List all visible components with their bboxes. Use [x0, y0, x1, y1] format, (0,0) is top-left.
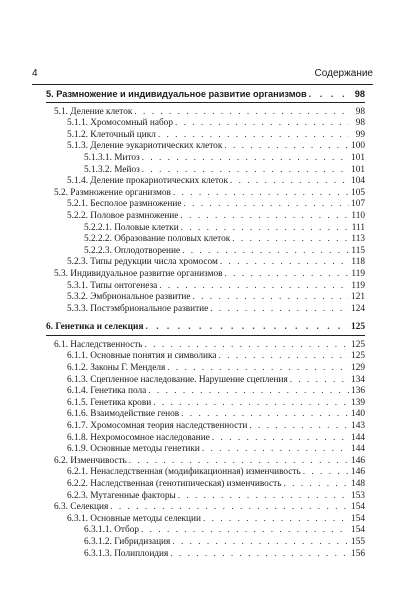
toc-entry[interactable]: [46, 467, 365, 479]
running-header: [32, 66, 373, 85]
toc-page: 125: [351, 351, 365, 362]
toc-label: 6.1. Наследственность: [54, 339, 143, 350]
dot-leader: [218, 257, 349, 269]
toc-section-5[interactable]: [46, 89, 365, 101]
toc-page: 134: [351, 374, 365, 385]
toc-label: 5.2.1. Бесполое размножение: [67, 199, 182, 210]
dot-leader: [143, 340, 349, 352]
toc-entry[interactable]: [46, 130, 365, 142]
toc-entry[interactable]: [46, 234, 365, 246]
dot-leader: [223, 269, 349, 281]
toc-page: 153: [351, 490, 365, 501]
dot-leader: [156, 130, 349, 142]
toc-entry[interactable]: [46, 514, 365, 526]
toc-entry[interactable]: [46, 421, 365, 433]
dot-leader: [146, 386, 349, 398]
toc-entry[interactable]: [46, 433, 365, 445]
dot-leader: [228, 176, 349, 188]
section-gap: [46, 315, 365, 322]
toc-page: 154: [351, 502, 365, 513]
toc-label: 5.1.3. Деление эукариотических клеток: [67, 141, 223, 152]
dot-leader: [144, 322, 349, 334]
toc-label: 5.2.2.3. Оплодотворение: [84, 245, 181, 256]
toc-page: 101: [351, 152, 365, 163]
toc-label: 6.3.1.3. Полиплоидия: [84, 548, 169, 559]
toc-entry[interactable]: [46, 340, 365, 352]
dot-leader: [247, 421, 349, 433]
toc-page: 146: [351, 455, 365, 466]
running-title: Содержание: [314, 68, 373, 79]
toc-page: 148: [351, 479, 365, 489]
toc-label: 6.1.6. Взаимодействие генов: [67, 409, 180, 420]
toc-label: 6.1.3. Сцепленное наследование. Нарушение сцепления: [67, 374, 288, 385]
dot-leader: [281, 479, 349, 491]
toc-entry[interactable]: [46, 479, 365, 491]
toc-label: 6.3.1.1. Отбор: [84, 525, 140, 536]
toc-entry[interactable]: [46, 292, 365, 304]
dot-leader: [157, 281, 349, 293]
toc-page: 121: [351, 292, 365, 303]
toc-entry[interactable]: [46, 176, 365, 188]
toc-entry[interactable]: [46, 375, 365, 387]
toc-entry[interactable]: [46, 363, 365, 375]
dot-leader: [178, 211, 349, 223]
toc-label: 5.2. Размножение организмов: [54, 187, 171, 198]
toc-label: 5.2.3. Типы редукции числа хромосом: [67, 257, 218, 268]
toc-entry[interactable]: [46, 351, 365, 363]
dot-leader: [139, 525, 349, 537]
toc-page: 98: [355, 106, 365, 117]
dot-leader: [140, 165, 349, 177]
dot-leader: [171, 188, 349, 200]
toc-label: 6.2.2. Наследственная (генотипическая) изменчивость: [67, 479, 282, 489]
dot-leader: [165, 363, 349, 375]
toc-page: 136: [351, 386, 365, 397]
toc-label: 6. Генетика и селекция: [46, 322, 144, 333]
toc-page: 100: [351, 141, 365, 152]
toc-label: 5.1. Деление клеток: [54, 106, 133, 117]
toc-page: 99: [355, 129, 365, 140]
toc-page: 156: [351, 548, 365, 559]
toc-label: 5.2.2.1. Половые клетки: [84, 222, 179, 233]
toc-page: 98: [354, 89, 365, 99]
toc-page: 104: [351, 176, 365, 187]
toc-entry[interactable]: [46, 188, 365, 200]
toc-label: 6.3. Селекция: [54, 502, 109, 513]
toc-label: 5.1.3.1. Митоз: [84, 152, 140, 163]
toc-label: 5. Размножение и индивидуальное развитие организмов: [46, 89, 307, 99]
dot-leader: [176, 491, 349, 503]
dot-leader: [170, 537, 349, 549]
toc-label: 5.2.2. Половое размножение: [67, 210, 179, 221]
toc-label: 6.2. Изменчивость: [54, 455, 127, 466]
toc-label: 5.3. Индивидуальное развитие организмов: [54, 268, 223, 279]
toc-label: 6.1.9. Основные методы генетики: [67, 444, 200, 455]
toc-page: 143: [351, 421, 365, 432]
page-number: 4: [32, 68, 38, 79]
dot-leader: [151, 398, 349, 410]
dot-leader: [173, 118, 349, 130]
dot-leader: [180, 246, 349, 258]
toc-label: 5.1.3.2. Мейоз: [84, 164, 140, 175]
toc-entry[interactable]: [46, 141, 365, 153]
toc-label: 5.2.2.2. Образование половых клеток: [84, 234, 231, 245]
toc-page: 154: [351, 513, 365, 524]
toc-label: 6.1.7. Хромосомная теория наследственности: [67, 421, 248, 432]
dot-leader: [200, 444, 349, 456]
toc-label: 6.1.5. Генетика крови: [67, 397, 152, 408]
dot-leader: [222, 141, 349, 153]
toc-page: 115: [351, 245, 365, 256]
toc-entry[interactable]: [46, 118, 365, 130]
toc-page: 139: [351, 397, 365, 408]
dot-leader: [210, 433, 349, 445]
toc-entry[interactable]: [46, 537, 365, 549]
toc-page: 124: [351, 303, 365, 314]
toc-page: 110: [351, 210, 365, 221]
toc-page: 113: [351, 234, 365, 245]
toc-label: 5.3.1. Типы онтогенеза: [67, 280, 158, 291]
toc-page: 146: [351, 467, 365, 478]
toc-label: 6.1.8. Нехромосомное наследование: [67, 432, 210, 443]
toc-label: 5.1.2. Клеточный цикл: [67, 129, 156, 140]
toc-entry[interactable]: [46, 304, 365, 316]
toc-label: 6.1.4. Генетика пола: [67, 386, 147, 397]
toc-page: 107: [351, 199, 365, 210]
dot-leader: [201, 514, 349, 526]
toc-page: 144: [351, 444, 365, 455]
toc-entry[interactable]: [46, 269, 365, 281]
dot-leader: [230, 234, 349, 246]
toc-page: 154: [351, 525, 365, 536]
toc-entry[interactable]: [46, 223, 365, 235]
toc-label: 5.1.1. Хромосомный набор: [67, 118, 173, 129]
toc-label: 6.3.1.2. Гибридизация: [84, 536, 171, 547]
dot-leader: [140, 153, 349, 165]
toc-entry[interactable]: [46, 246, 365, 258]
toc-page: 119: [351, 268, 365, 279]
toc-section-6[interactable]: [46, 322, 365, 334]
toc-entry[interactable]: [46, 491, 365, 503]
table-of-contents: [46, 89, 365, 560]
dot-leader: [307, 89, 349, 101]
toc-page: 125: [350, 322, 365, 333]
toc-label: 6.1.2. Законы Г. Менделя: [67, 363, 166, 374]
dot-leader: [179, 409, 349, 421]
toc-entry[interactable]: [46, 386, 365, 398]
toc-entry[interactable]: [46, 444, 365, 456]
toc-page: 129: [351, 363, 365, 374]
dot-leader: [301, 467, 349, 479]
dot-leader: [179, 223, 349, 235]
toc-page: 144: [351, 432, 365, 443]
toc-label: 5.3.2. Эмбриональное развитие: [67, 292, 191, 303]
toc-entry[interactable]: [46, 257, 365, 269]
dot-leader: [108, 502, 349, 514]
toc-entry[interactable]: [46, 398, 365, 410]
toc-label: 6.1.1. Основные понятия и символика: [67, 351, 217, 362]
toc-entry[interactable]: [46, 549, 365, 561]
toc-page: 125: [351, 339, 365, 350]
toc-entry[interactable]: [46, 281, 365, 293]
toc-entry[interactable]: [46, 199, 365, 211]
toc-page: 155: [351, 536, 365, 547]
toc-page: 101: [351, 164, 365, 175]
toc-page: 119: [351, 280, 365, 291]
toc-entry[interactable]: [46, 165, 365, 177]
toc-entry[interactable]: [46, 211, 365, 223]
toc-page: 140: [351, 409, 365, 420]
dot-leader: [217, 351, 349, 363]
section-divider: [46, 335, 365, 336]
toc-entry[interactable]: [46, 107, 365, 119]
toc-page: 111: [351, 222, 365, 233]
toc-page: 98: [355, 118, 365, 129]
dot-leader: [191, 292, 350, 304]
section-divider: [46, 102, 365, 103]
dot-leader: [127, 456, 349, 468]
toc-label: 5.1.4. Деление прокариотических клеток: [67, 176, 228, 187]
toc-label: 5.3.3. Постэмбриональное развитие: [67, 303, 209, 314]
toc-entry[interactable]: [46, 409, 365, 421]
toc-label: 6.3.1. Основные методы селекции: [67, 513, 201, 524]
toc-entry[interactable]: [46, 525, 365, 537]
toc-page: 118: [351, 257, 365, 268]
toc-entry[interactable]: [46, 456, 365, 468]
dot-leader: [132, 107, 349, 119]
toc-entry[interactable]: [46, 153, 365, 165]
dot-leader: [288, 375, 349, 387]
dot-leader: [168, 549, 349, 561]
toc-page: 105: [351, 187, 365, 198]
dot-leader: [182, 199, 349, 211]
toc-label: 6.2.3. Мутагенные факторы: [67, 490, 176, 501]
toc-label: 6.2.1. Ненаследственная (модификационная) изменчивость: [67, 467, 301, 478]
toc-entry[interactable]: [46, 502, 365, 514]
dot-leader: [208, 304, 349, 316]
